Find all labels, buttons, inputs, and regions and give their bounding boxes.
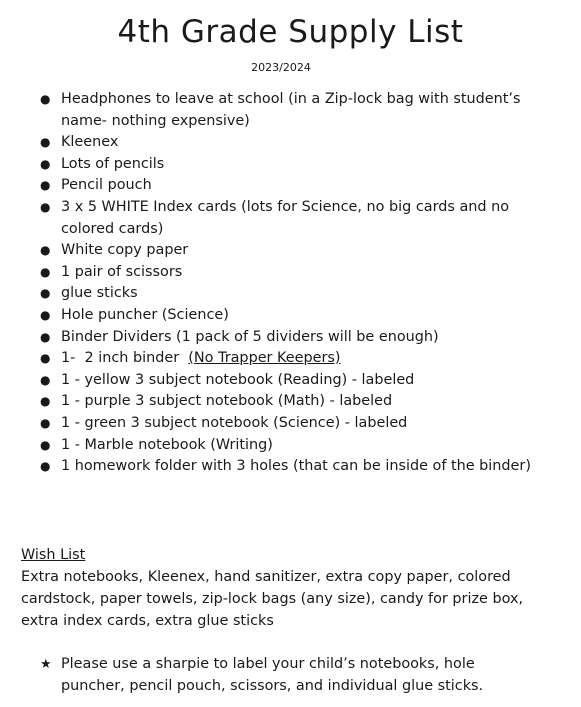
- bullet-icon: ●: [40, 135, 51, 150]
- bullet-icon: ●: [40, 243, 51, 258]
- bullet-icon: ●: [40, 372, 51, 387]
- list-item-text: 1 pair of scissors: [61, 263, 183, 280]
- list-item: [40, 327, 540, 349]
- school-year: 2023/2024: [251, 61, 311, 74]
- star-icon: ★: [40, 657, 52, 672]
- bullet-icon: ●: [40, 307, 51, 322]
- page-title: 4th Grade Supply List: [117, 14, 464, 50]
- list-item: [40, 154, 540, 176]
- list-item: [40, 435, 540, 457]
- bullet-icon: ●: [40, 92, 51, 106]
- list-item-text: 1 - purple 3 subject notebook (Math) - labeled: [61, 393, 393, 410]
- bullet-icon: ●: [40, 156, 51, 171]
- list-item: [40, 348, 540, 370]
- list-item: [40, 413, 540, 435]
- list-item: [40, 305, 540, 327]
- list-item-text: 3 x 5 WHITE Index cards (lots for Science, no big cards and no colored cards): [61, 198, 510, 237]
- list-item-underlined-note: (No Trapper Keepers): [188, 350, 341, 367]
- list-item-text: White copy paper: [61, 242, 189, 259]
- list-item-text: Binder Dividers (1 pack of 5 dividers will be enough): [61, 328, 439, 345]
- list-item: [40, 240, 540, 262]
- bullet-icon: ●: [40, 286, 51, 301]
- list-item: [40, 175, 540, 197]
- wish-list-body: Extra notebooks, Kleenex, hand sanitizer, extra copy paper, colored cardstock, paper towels, zip-lock bags (any size), candy for prize box, extra index cards, extra glue sticks: [21, 569, 524, 629]
- list-item: [40, 89, 540, 132]
- list-item: [40, 132, 540, 154]
- list-item: [40, 197, 540, 240]
- list-item-text: 1- 2 inch binder: [61, 350, 189, 367]
- bullet-icon: ●: [40, 437, 51, 452]
- bullet-icon: ●: [40, 329, 51, 344]
- list-item-text: Headphones to leave at school (in a Zip-lock bag with student’s name- nothing expensive): [61, 91, 521, 129]
- list-item-text: Lots of pencils: [61, 155, 165, 172]
- list-item: [40, 456, 540, 478]
- list-item-text: 1 - Marble notebook (Writing): [61, 436, 273, 453]
- list-item-text: glue sticks: [61, 285, 138, 302]
- list-item-text: Hole puncher (Science): [61, 306, 229, 323]
- wish-list-heading: Wish List: [21, 547, 86, 563]
- list-item: [40, 370, 540, 392]
- list-item-text: 1 homework folder with 3 holes (that can be inside of the binder): [61, 458, 531, 475]
- supply-list: [40, 89, 540, 478]
- note-text: Please use a sharpie to label your child’s notebooks, hole puncher, pencil pouch, scissors, and individual glue sticks.: [61, 656, 484, 694]
- list-item-text: Pencil pouch: [61, 177, 152, 194]
- list-item-text: 1 - green 3 subject notebook (Science) - labeled: [61, 414, 408, 431]
- bullet-icon: ●: [40, 264, 51, 279]
- bullet-icon: ●: [40, 394, 51, 409]
- bullet-icon: ●: [40, 178, 51, 193]
- list-item: [40, 654, 540, 698]
- list-item-text: 1 - yellow 3 subject notebook (Reading) - labeled: [61, 371, 415, 388]
- bullet-icon: ●: [40, 459, 51, 474]
- list-item-text: Kleenex: [61, 134, 119, 151]
- list-item: [40, 262, 540, 284]
- bullet-icon: ●: [40, 351, 51, 366]
- list-item: [40, 391, 540, 413]
- bullet-icon: ●: [40, 415, 51, 430]
- list-item: [40, 283, 540, 305]
- note-list: [40, 654, 540, 698]
- bullet-icon: ●: [40, 199, 51, 214]
